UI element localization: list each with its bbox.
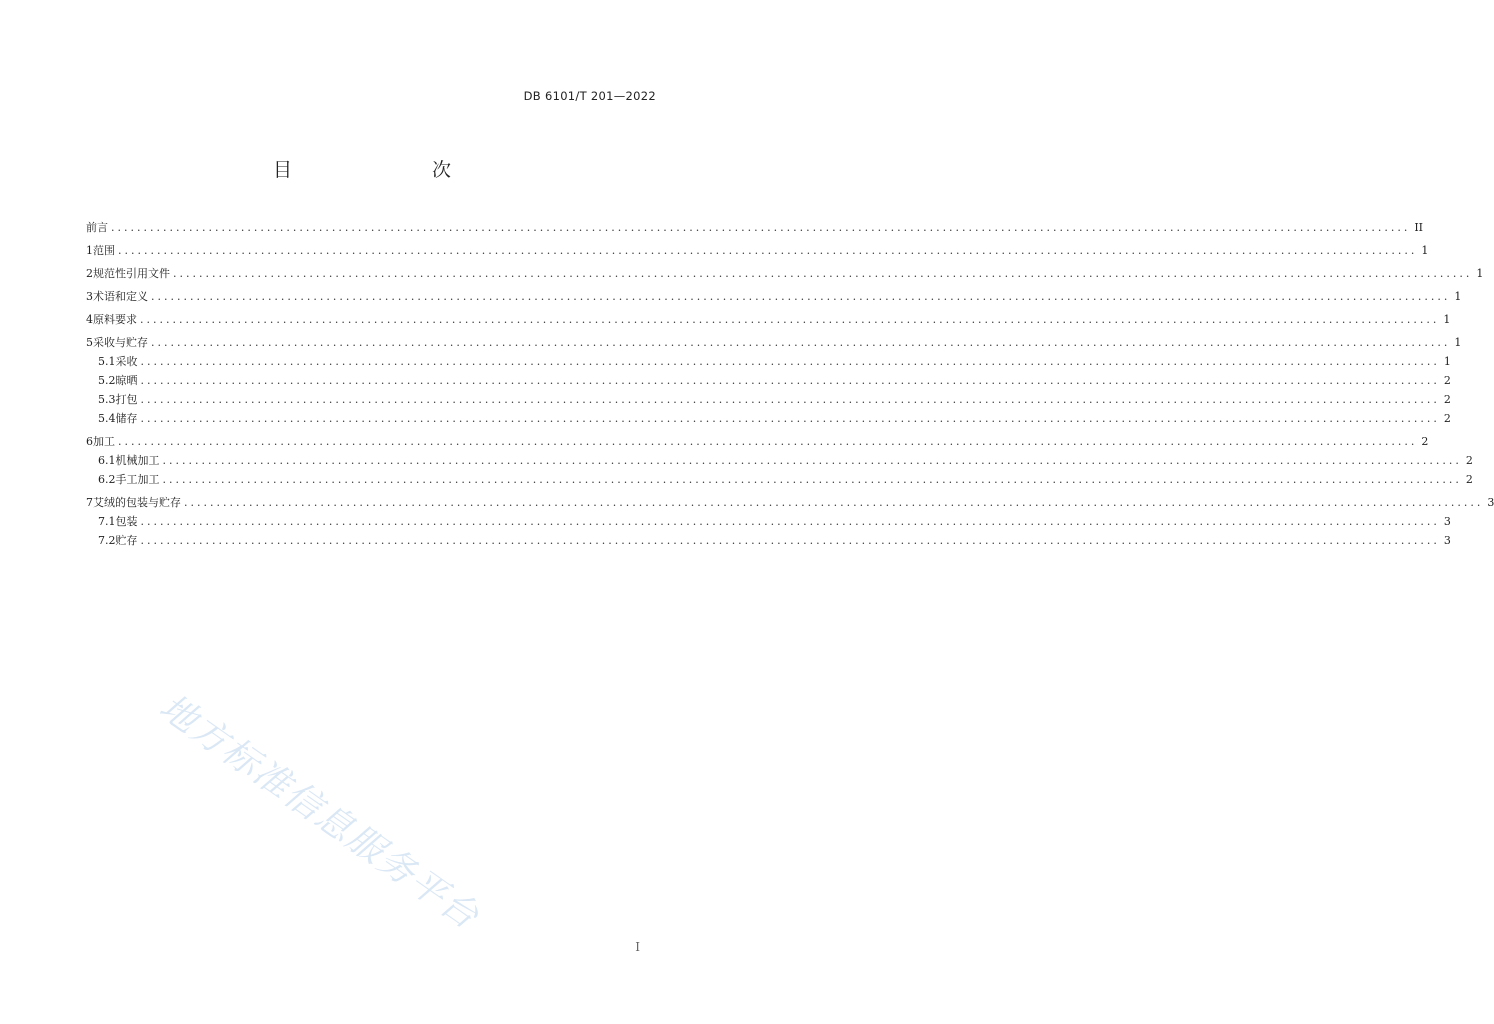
toc-entry-page: 3 — [1443, 515, 1451, 528]
toc-entry-page: 2 — [1443, 374, 1451, 387]
toc-entry-page: 1 — [1454, 290, 1462, 303]
page-number: I — [635, 940, 640, 954]
toc-entry-page: 2 — [1465, 454, 1473, 467]
toc-entry-label: 范围 — [93, 244, 115, 257]
toc-entry-number: 5.1 — [98, 355, 116, 368]
toc-entry-label: 前言 — [86, 221, 108, 234]
toc-leader-dots: ........................................................................................................................................................................................................ — [162, 473, 1462, 486]
toc-entry-label: 晾晒 — [115, 374, 138, 387]
toc-entry-label: 储存 — [115, 412, 138, 425]
page-title: 目 次 — [272, 159, 485, 181]
toc-entry-page: 2 — [1465, 473, 1473, 486]
toc-entry-page: 1 — [1443, 355, 1451, 368]
toc-entry[interactable] — [86, 311, 1451, 328]
toc-leader-dots: ........................................................................................................................................................................................................ — [140, 355, 1440, 368]
toc-leader-dots: ........................................................................................................................................................................................................ — [184, 496, 1484, 509]
toc-entry[interactable] — [86, 219, 1424, 236]
toc-leader-dots: ........................................................................................................................................................................................................ — [140, 374, 1440, 387]
toc-entry-number: 2 — [86, 267, 93, 280]
toc-entry-sub[interactable] — [86, 410, 1451, 427]
toc-entry-number: 6.2 — [98, 473, 116, 486]
toc-leader-dots: ........................................................................................................................................................................................................ — [151, 290, 1451, 303]
toc-entry[interactable] — [86, 265, 1484, 282]
toc-entry-number: 1 — [86, 244, 93, 257]
toc-entry[interactable] — [86, 494, 1494, 511]
toc-entry-page: 3 — [1487, 496, 1494, 509]
toc-leader-dots: ........................................................................................................................................................................................................ — [140, 412, 1440, 425]
toc-leader-dots: ........................................................................................................................................................................................................ — [140, 534, 1440, 547]
toc-entry-sub[interactable] — [86, 452, 1473, 469]
toc-entry-label: 艾绒的包装与贮存 — [93, 496, 181, 509]
toc-entry-number: 7.1 — [98, 515, 116, 528]
toc-leader-dots: ........................................................................................................................................................................................................ — [118, 435, 1418, 448]
toc-entry-label: 术语和定义 — [93, 290, 148, 303]
toc-entry-sub[interactable] — [86, 372, 1451, 389]
toc-leader-dots: ........................................................................................................................................................................................................ — [140, 313, 1440, 326]
toc-entry[interactable] — [86, 288, 1462, 305]
toc-entry[interactable] — [86, 433, 1429, 450]
toc-leader-dots: ........................................................................................................................................................................................................ — [118, 244, 1418, 257]
watermark: 地方标准信息服务平台 — [151, 686, 487, 939]
toc-entry[interactable] — [86, 242, 1429, 259]
toc-entry-sub[interactable] — [86, 532, 1451, 549]
toc-entry-label: 原料要求 — [93, 313, 137, 326]
toc-entry-label: 手工加工 — [115, 473, 160, 486]
toc-entry-page: 1 — [1454, 336, 1462, 349]
toc-entry-sub[interactable] — [86, 513, 1451, 530]
toc-entry-number: 7.2 — [98, 534, 116, 547]
toc-entry-page: 2 — [1421, 435, 1429, 448]
toc-entry-sub[interactable] — [86, 391, 1451, 408]
toc-entry-label: 规范性引用文件 — [93, 267, 170, 280]
toc-entry-number: 5.4 — [98, 412, 116, 425]
toc-entry-number: 4 — [86, 313, 93, 326]
toc-leader-dots: ........................................................................................................................................................................................................ — [140, 393, 1440, 406]
toc-entry-label: 打包 — [115, 393, 138, 406]
toc-leader-dots: ........................................................................................................................................................................................................ — [151, 336, 1451, 349]
toc-leader-dots: ........................................................................................................................................................................................................ — [162, 454, 1462, 467]
toc-entry-label: 包装 — [115, 515, 138, 528]
toc-entry-label: 加工 — [93, 435, 115, 448]
standard-number: DB 6101/T 201—2022 — [523, 89, 656, 103]
toc-entry-sub[interactable] — [86, 353, 1451, 370]
toc-entry-page: 2 — [1443, 393, 1451, 406]
table-of-contents — [86, 219, 1494, 549]
toc-leader-dots: ........................................................................................................................................................................................................ — [111, 221, 1411, 234]
toc-entry-number: 5.2 — [98, 374, 116, 387]
toc-entry-page: 1 — [1421, 244, 1429, 257]
toc-entry-page: 2 — [1443, 412, 1451, 425]
toc-entry-number: 5.3 — [98, 393, 116, 406]
toc-entry-sub[interactable] — [86, 471, 1473, 488]
toc-entry-label: 采收与贮存 — [93, 336, 148, 349]
toc-entry-label: 采收 — [115, 355, 138, 368]
toc-entry-number: 7 — [86, 496, 93, 509]
toc-leader-dots: ........................................................................................................................................................................................................ — [173, 267, 1473, 280]
toc-entry-number: 3 — [86, 290, 93, 303]
toc-entry-page: 3 — [1443, 534, 1451, 547]
toc-entry-number: 6.1 — [98, 454, 116, 467]
toc-entry-page: II — [1414, 221, 1424, 234]
toc-entry-page: 1 — [1476, 267, 1484, 280]
toc-leader-dots: ........................................................................................................................................................................................................ — [140, 515, 1440, 528]
toc-entry-page: 1 — [1443, 313, 1451, 326]
toc-entry-number: 5 — [86, 336, 93, 349]
toc-entry-label: 贮存 — [115, 534, 138, 547]
toc-entry-number: 6 — [86, 435, 93, 448]
toc-entry-label: 机械加工 — [115, 454, 160, 467]
toc-entry[interactable] — [86, 334, 1462, 351]
